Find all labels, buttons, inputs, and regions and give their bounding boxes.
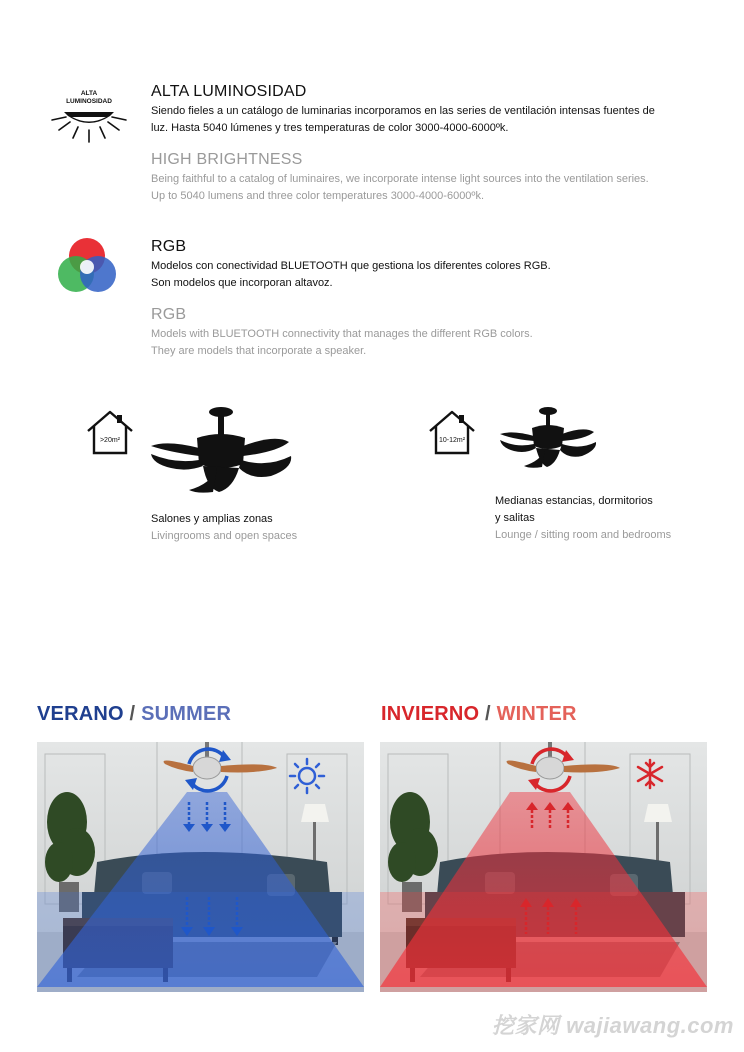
winter-title-en: WINTER — [496, 703, 577, 725]
snowflake-icon — [634, 758, 666, 790]
rgb-desc-es: Modelos con conectividad BLUETOOTH que gestiona los diferentes colores RGB. Son modelos que incorporan altavoz. — [151, 260, 551, 289]
watermark: 挖家网 wajiawang.com — [492, 1013, 734, 1038]
brightness-desc-en: Being faithful to a catalog of luminaires, we incorporate intense light sources into the ventilation series. Up to 5040 lumens and three color temperatures 3000-4000-6000ºk. — [151, 173, 649, 202]
room-large-caption-es: Salones y amplias zonas — [151, 513, 273, 525]
summer-room-photo — [37, 742, 364, 992]
summer-title-es: VERANO — [37, 703, 124, 725]
rgb-desc-en: Models with BLUETOOTH connectivity that manages the different RGB colors. They are models that incorporate a speaker. — [151, 328, 533, 357]
summer-title-en: SUMMER — [141, 703, 232, 725]
winter-room-photo — [380, 742, 707, 992]
brightness-title-en: HIGH BRIGHTNESS — [151, 151, 303, 168]
rgb-title-es: RGB — [151, 238, 187, 255]
brightness-title-es: ALTA LUMINOSIDAD — [151, 83, 307, 100]
rgb-color-circles-icon — [56, 237, 118, 302]
icon-label: ALTA LUMINOSIDAD — [66, 90, 112, 105]
winter-title-es: INVIERNO — [381, 703, 480, 725]
room-medium-caption-es: Medianas estancias, dormitorios y salitas — [495, 495, 653, 524]
title-separator: / — [129, 703, 136, 725]
winter-title — [381, 703, 577, 726]
rgb-title-en: RGB — [151, 306, 187, 323]
room-large-caption-en: Livingrooms and open spaces — [151, 530, 298, 542]
house-icon: 10-12m² — [427, 410, 477, 456]
brightness-desc-es: Siendo fieles a un catálogo de luminarias incorporamos en las series de ventilación intensas fuentes de luz. Hasta 5040 lúmenes y tres temperaturas de color 3000-4000-6000ºk. — [151, 105, 655, 134]
room-medium-caption-en: Lounge / sitting room and bedrooms — [495, 529, 672, 541]
ceiling-fan-medium-silhouette — [496, 406, 600, 475]
ceiling-fan-large-silhouette — [147, 406, 295, 501]
sun-icon — [287, 756, 327, 796]
bright-light-icon — [44, 90, 134, 150]
summer-title — [37, 703, 231, 726]
house-icon: >20m² — [85, 410, 135, 456]
title-separator: / — [485, 703, 491, 725]
